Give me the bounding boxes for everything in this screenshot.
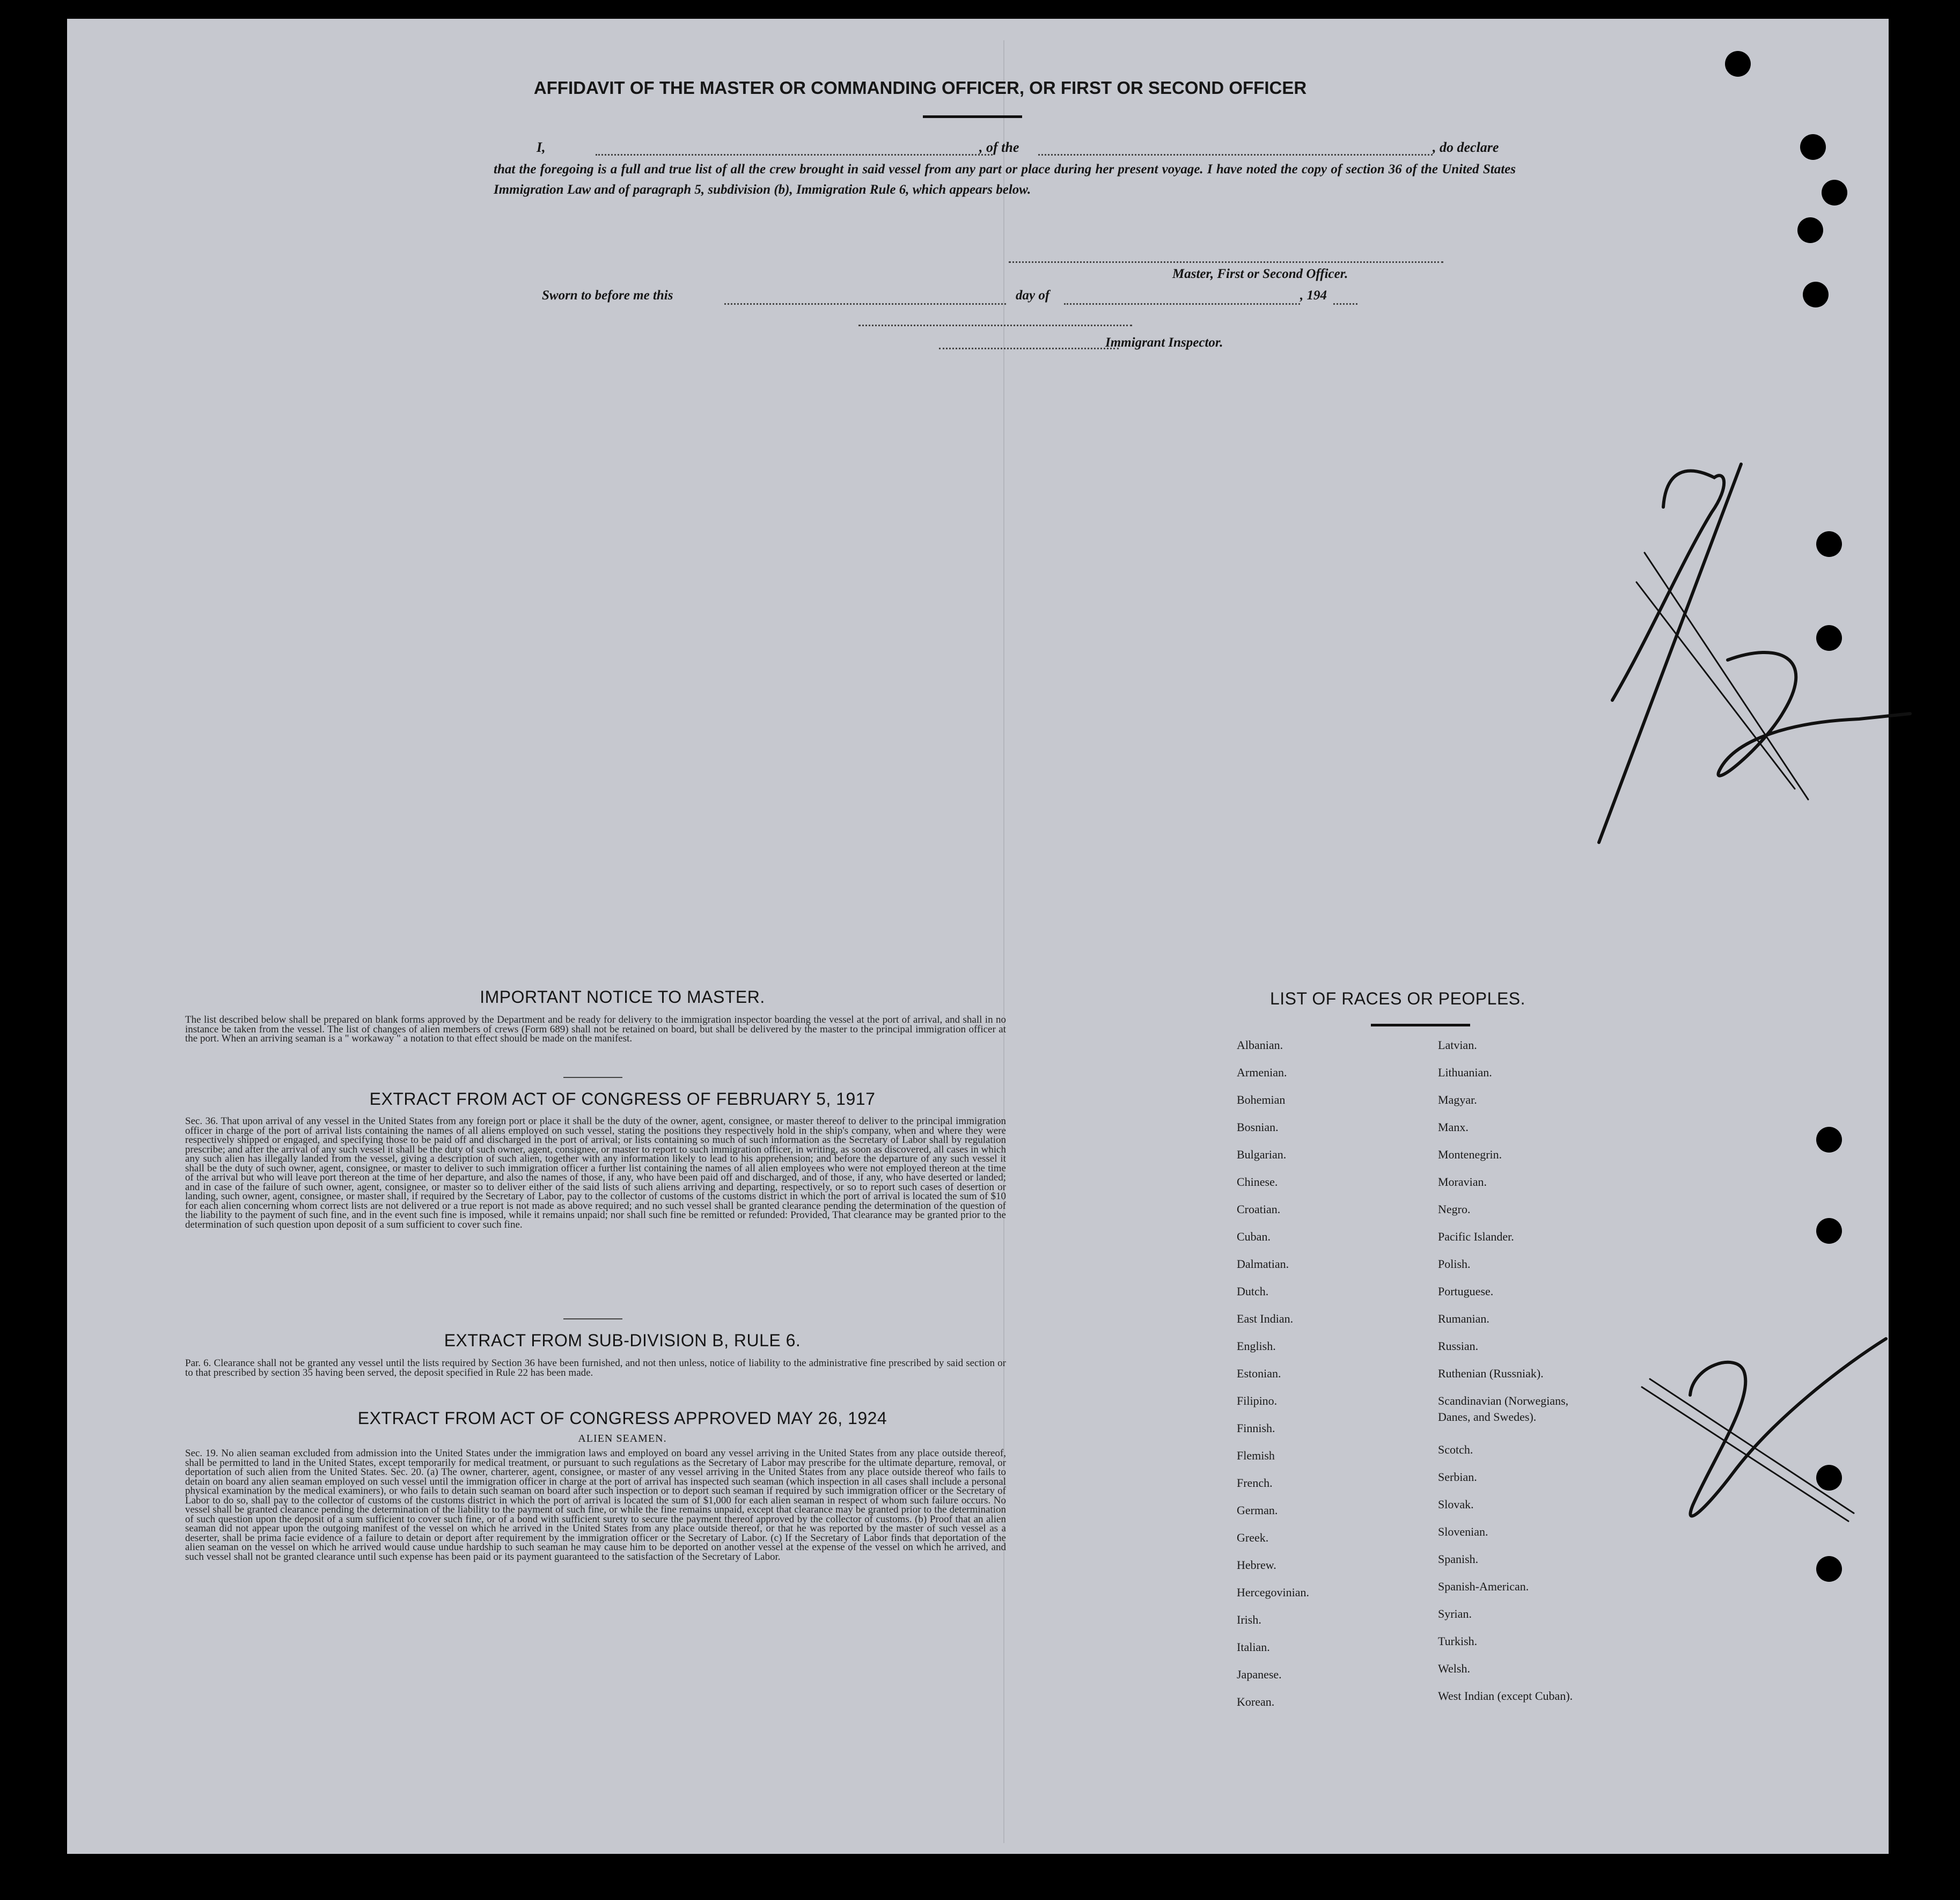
race-item: Serbian. [1438, 1470, 1477, 1484]
race-item: Spanish. [1438, 1552, 1479, 1566]
notice-title: IMPORTANT NOTICE TO MASTER. [480, 987, 765, 1007]
race-item: Spanish-American. [1438, 1580, 1529, 1593]
race-item: Moravian. [1438, 1175, 1487, 1189]
race-item: Lithuanian. [1438, 1066, 1492, 1079]
race-item: Danes, and Swedes). [1438, 1410, 1537, 1424]
punch-hole [1816, 1127, 1842, 1153]
race-item: Japanese. [1237, 1668, 1282, 1681]
race-item: Scandinavian (Norwegians, [1438, 1394, 1569, 1407]
divider [563, 1077, 622, 1078]
punch-hole [1816, 1218, 1842, 1244]
affidavit-declare: , do declare [1433, 140, 1499, 155]
race-item: Welsh. [1438, 1662, 1470, 1675]
race-item: Irish. [1237, 1613, 1261, 1626]
race-item: Bulgarian. [1237, 1148, 1287, 1161]
race-item: Rumanian. [1438, 1312, 1489, 1325]
affidavit-i: I, [537, 140, 546, 155]
affidavit-title: AFFIDAVIT OF THE MASTER OR COMMANDING OFFICER, OR FIRST OR SECOND OFFICER [533, 78, 1307, 98]
extract-rule6-text: Par. 6. Clearance shall not be granted any vessel until the lists required by Section 36 have been furnished, and not then unless, notice of liability to the administrative fine prescribed by said section or to that prescribed by section 35 having been served, the deposit specified in Rule 22 has been made. [185, 1358, 1006, 1378]
handwritten-mark-bottom [1634, 1328, 1934, 1553]
punch-hole [1822, 180, 1847, 206]
race-item: Armenian. [1237, 1066, 1287, 1079]
race-item: Scotch. [1438, 1443, 1473, 1456]
race-item: Polish. [1438, 1257, 1471, 1271]
race-item: Bosnian. [1237, 1120, 1279, 1134]
race-item: Estonian. [1237, 1367, 1281, 1380]
master-signature-blank[interactable] [1009, 261, 1443, 263]
race-item: French. [1237, 1476, 1273, 1490]
race-item: Hercegovinian. [1237, 1586, 1309, 1599]
inspector-title-blank[interactable] [939, 348, 1119, 349]
race-item: Dutch. [1237, 1285, 1269, 1298]
inspector-signature-blank[interactable] [858, 325, 1132, 326]
race-item: Syrian. [1438, 1607, 1472, 1620]
affidavit-body: that the foregoing is a full and true list of all the crew brought in said vessel from any part or place during her present voyage. I have noted the copy of section 36 of the United States Immigration Law and of paragraph 5, subdivision (b), Immigration Rule 6, which appears below. [494, 162, 1516, 197]
races-rule [1371, 1024, 1470, 1026]
punch-hole [1816, 1556, 1842, 1582]
race-item: Hebrew. [1237, 1558, 1276, 1572]
extract-rule6-title: EXTRACT FROM SUB-DIVISION B, RULE 6. [444, 1331, 801, 1350]
handwritten-mark-top [1516, 437, 1945, 867]
inspector-label: Immigrant Inspector. [1105, 335, 1223, 350]
extract-1917-text: Sec. 36. That upon arrival of any vessel in the United States from any foreign port or place it shall be the duty of the owner, agent, consignee, or master thereof to deliver to the principal immigration officer in charge of the port of arrival lists containing the names of all aliens employed on such vessel, stating the positions they respectively hold in the ship's company, when and where they were respectively shipped or engaged, and specifying those to be paid off and discharged in the port of arrival; or lists containing so much of such information as the Secretary of Labor shall by regulation prescribe; and after the arrival of any such vessel it shall be the duty of such owner, agent, consignee, or master to report to such immigration officer, in writing, as soon as discovered, all cases in which any such alien has illegally landed from the vessel, giving a description of such alien, together with any information likely to lead to his apprehension; and before the departure of any such vessel it shall be the duty of such owner, agent, consignee, or master to deliver to such immigration officer a further list containing the names of all alien employees who were not employed thereon at the time of the arrival but who will leave port thereon at the time of her departure, and also the names of those, if any, who have been paid off and discharged, and of those, if any, who have deserted or landed; and in case of the failure of such owner, agent, consignee, or master so to deliver either of the said lists of such aliens arriving and departing, respectively, or so to report such cases of desertion or landing, such owner, agent, consignee, or master shall, if required by the Secretary of Labor, pay to the collector of customs of the customs district in which the port of arrival is located the sum of $10 for each alien concerning whom correct lists are not delivered or a true report is not made as above required; and no such vessel shall be granted clearance pending the determination of the question of the liability to the payment of such fine, and in the event such fine is imposed, while it remains unpaid; nor shall such fine be remitted or refunded: Provided, That clearance may be granted prior to the determination of such question upon deposit of a sum sufficient to cover such fine. [185, 1116, 1006, 1230]
page-fold [1003, 40, 1004, 1843]
extract-1924-text: Sec. 19. No alien seaman excluded from admission into the United States under the immigration laws and employed on board any vessel arriving in the United States from any place outside thereof, shall be permitted to land in the United States, except temporarily for medical treatment, or pursuant to such regulations as the Secretary of Labor may prescribe for the ultimate departure, removal, or deportation of such alien from the United States. Sec. 20. (a) The owner, charterer, agent, consignee, or master of any vessel arriving in the United States from any place outside thereof who fails to detain on board any alien seaman employed on such vessel until the immigration officer in charge at the port of arrival has inspected such seaman (which inspection in all cases shall include a personal physical examination by the medical examiners), or who fails to detain such seaman on board after such inspection or to deport such seaman if required by such immigration officer or the Secretary of Labor to do so, shall pay to the collector of customs of the customs district in which the port of arrival is located the sum of $1,000 for each alien seaman in respect of whom such failure occurs. No vessel shall be granted clearance pending the determination of the liability to the payment of such fine, or while the fine remains unpaid, except that clearance may be granted prior to the determination of such question upon the deposit of a sum sufficient to cover such fine, or of a bond with sufficient surety to secure the payment thereof approved by the collector of customs. (b) Proof that an alien seaman did not appear upon the outgoing manifest of the vessel on which he arrived in the United States from any place outside thereof, or that he was reported by the master of such vessel as a deserter, shall be prima facie evidence of a failure to detain or deport after requirement by the immigration officer or the Secretary of Labor. (c) If the Secretary of Labor finds that deportation of the alien seaman on the vessel on which he arrived would cause undue hardship to such seaman he may cause him to be deported on another vessel at the expense of the vessel on which he arrived, and such vessel shall not be granted clearance until such expense has been paid or its payment guaranteed to the satisfaction of the Secretary of Labor. [185, 1448, 1006, 1562]
race-item: Montenegrin. [1438, 1148, 1502, 1161]
race-item: Russian. [1438, 1339, 1479, 1353]
race-item: Bohemian [1237, 1093, 1286, 1106]
vessel-blank[interactable] [1038, 154, 1433, 156]
document-page [67, 19, 1889, 1854]
punch-hole [1803, 282, 1829, 307]
divider [563, 1318, 622, 1319]
race-item: Italian. [1237, 1640, 1270, 1654]
race-item: East Indian. [1237, 1312, 1294, 1325]
race-item: Pacific Islander. [1438, 1230, 1514, 1243]
sworn-label: Sworn to before me this [542, 288, 673, 303]
year-label: , 194 [1300, 288, 1327, 303]
notice-text: The list described below shall be prepared on blank forms approved by the Department and be ready for delivery to the immigration inspector boarding the vessel at the port of arrival, and shall in no instance be taken from the vessel. The list of changes of alien members of crews (Form 689) shall not be retained on board, but shall be delivered by the master to the principal immigration officer at the port. When an arriving seaman is a " workaway " a notation to that effect should be made on the manifest. [185, 1014, 1006, 1044]
race-item: Cuban. [1237, 1230, 1271, 1243]
race-item: Filipino. [1237, 1394, 1278, 1407]
extract-1917-title: EXTRACT FROM ACT OF CONGRESS OF FEBRUARY 5, 1917 [369, 1089, 876, 1109]
race-item: Latvian. [1438, 1038, 1477, 1052]
race-item: Flemish [1237, 1449, 1275, 1462]
punch-hole [1725, 51, 1751, 77]
race-item: Slovak. [1438, 1498, 1474, 1511]
affidavit-of-the: , of the [979, 140, 1019, 155]
title-rule [923, 115, 1022, 118]
name-blank[interactable] [596, 154, 993, 156]
race-item: Slovenian. [1438, 1525, 1488, 1538]
race-item: West Indian (except Cuban). [1438, 1689, 1573, 1703]
year-blank[interactable] [1333, 303, 1357, 305]
race-item: Albanian. [1237, 1038, 1283, 1052]
master-label: Master, First or Second Officer. [1172, 267, 1348, 281]
race-item: German. [1237, 1503, 1278, 1517]
race-item: Finnish. [1237, 1421, 1275, 1435]
extract-1924-title: EXTRACT FROM ACT OF CONGRESS APPROVED MAY 26, 1924 [357, 1409, 887, 1428]
races-title: LIST OF RACES OR PEOPLES. [1269, 989, 1526, 1008]
sworn-day-blank[interactable] [724, 303, 1006, 305]
race-item: Croatian. [1237, 1202, 1281, 1216]
race-item: Negro. [1438, 1202, 1471, 1216]
race-item: Manx. [1438, 1120, 1469, 1134]
race-item: Korean. [1237, 1695, 1275, 1708]
extract-1924-subtitle: ALIEN SEAMEN. [578, 1433, 667, 1444]
race-item: Ruthenian (Russniak). [1438, 1367, 1544, 1380]
race-item: English. [1237, 1339, 1276, 1353]
punch-hole [1800, 134, 1826, 160]
punch-hole [1797, 217, 1823, 243]
sworn-month-blank[interactable] [1064, 303, 1300, 305]
day-of-label: day of [1016, 288, 1050, 303]
race-item: Greek. [1237, 1531, 1269, 1544]
race-item: Chinese. [1237, 1175, 1278, 1189]
race-item: Magyar. [1438, 1093, 1477, 1106]
race-item: Portuguese. [1438, 1285, 1494, 1298]
race-item: Turkish. [1438, 1634, 1478, 1648]
race-item: Dalmatian. [1237, 1257, 1289, 1271]
